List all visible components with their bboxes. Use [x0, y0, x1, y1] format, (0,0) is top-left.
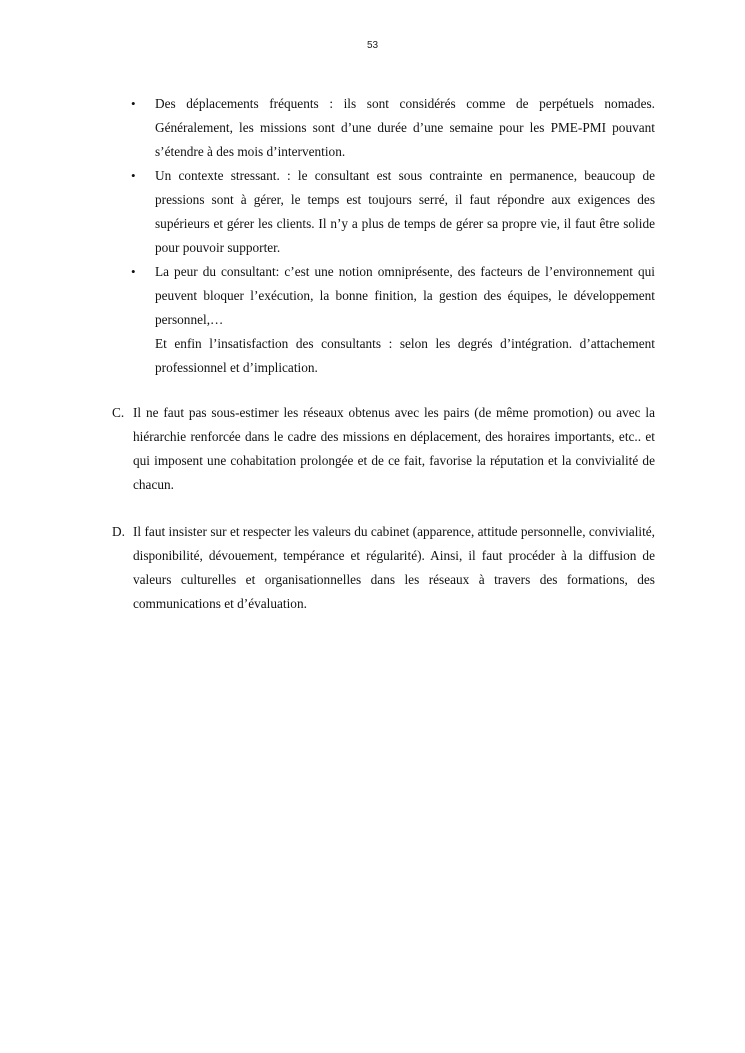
- section-c: [0, 401, 745, 497]
- bullet-paragraph: Et enfin l’insatisfaction des consultants : selon les degrés d’intégration. d’attachement professionnel et d’implication.: [155, 336, 655, 375]
- section-d: [0, 520, 745, 616]
- bullet-item: [0, 92, 745, 164]
- bullet-icon: •: [131, 264, 136, 279]
- section-letter: C.: [112, 405, 125, 420]
- bullet-icon: •: [131, 96, 136, 111]
- bullet-list: [0, 92, 745, 380]
- section-text: Il ne faut pas sous-estimer les réseaux obtenus avec les pairs (de même promotion) ou avec la hiérarchie renforcée dans le cadre des missions en déplacement, des horaires importants, etc.. et qui imposent une cohabitation prolongée et de ce fait, favorise la réputation et la convivialité de chacun.: [133, 405, 655, 492]
- bullet-paragraph: Un contexte stressant. : le consultant est sous contrainte en permanence, beaucoup de pressions sont à gérer, le temps est toujours serré, il faut répondre aux exigences des supérieurs et gérer les clients. Il n’y a plus de temps de gérer sa propre vie, il faut être solide pour pouvoir supporter.: [155, 168, 655, 255]
- page-number: 53: [366, 40, 379, 51]
- bullet-icon: •: [131, 168, 136, 183]
- section-text: Il faut insister sur et respecter les valeurs du cabinet (apparence, attitude personnelle, convivialité, disponibilité, dévouement, tempérance et régularité). Ainsi, il faut procéder à la diffusion de valeurs culturelles et organisationnelles dans les réseaux à travers des formations, des communications et d’évaluation.: [133, 524, 655, 611]
- bullet-item: [0, 164, 745, 260]
- bullet-item: [0, 260, 745, 380]
- section-letter: D.: [112, 524, 125, 539]
- bullet-paragraph: La peur du consultant: c’est une notion omniprésente, des facteurs de l’environnement qui peuvent bloquer l’exécution, la bonne finition, la gestion des équipes, le développement personnel,…: [155, 264, 655, 327]
- bullet-paragraph: Des déplacements fréquents : ils sont considérés comme de perpétuels nomades. Généralement, les missions sont d’une durée d’une semaine pour les PME-PMI pouvant s’étendre à des mois d’intervention.: [155, 96, 655, 159]
